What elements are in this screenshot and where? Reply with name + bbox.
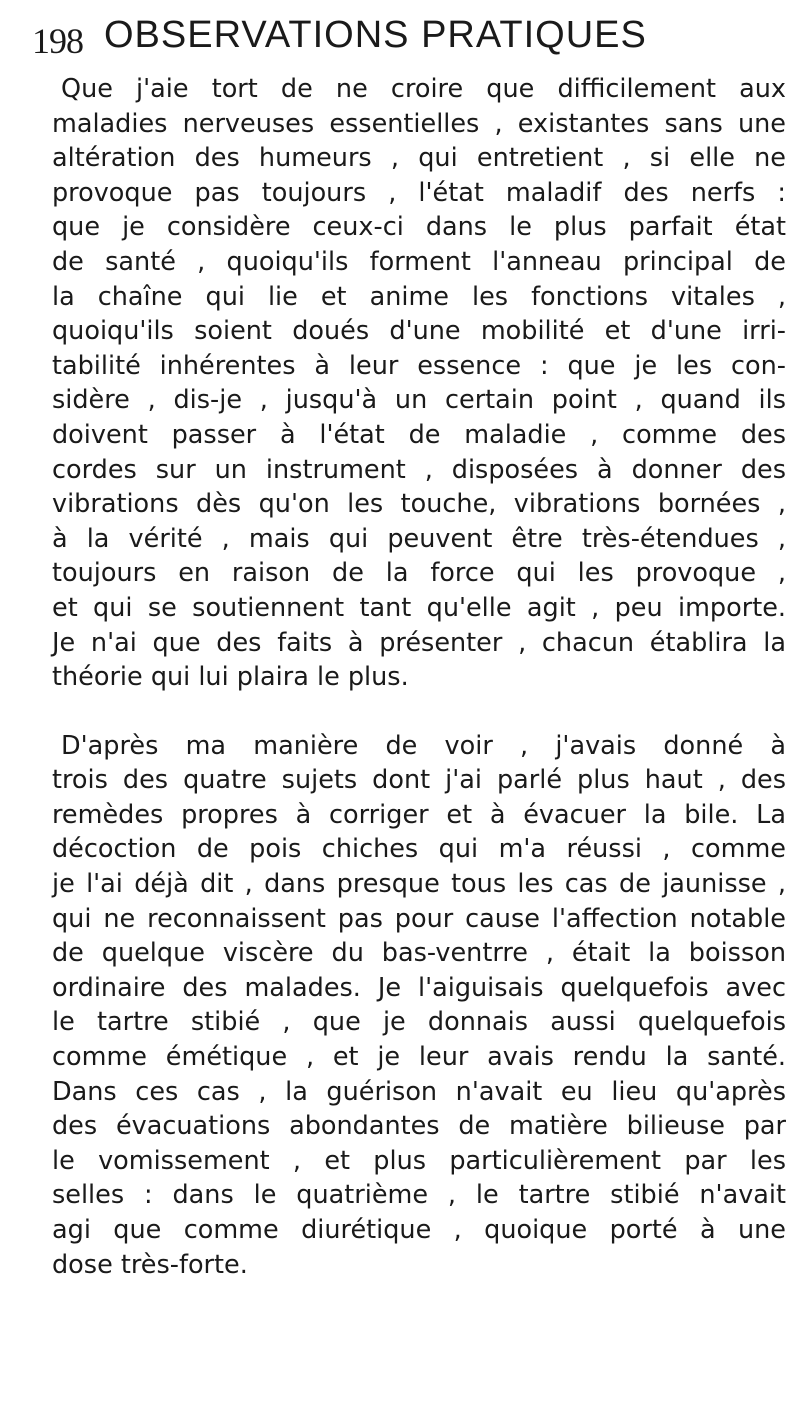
text-line: doivent passer à l'état de maladie , comme des xyxy=(52,419,786,450)
body-text xyxy=(52,72,786,1282)
text-line: le tartre stibié , que je donnais aussi quelquefois xyxy=(52,1007,786,1038)
text-line: je l'ai déjà dit , dans presque tous les cas de jaunisse , xyxy=(52,869,786,900)
text-line: que je considère ceux-ci dans le plus parfait état xyxy=(52,212,786,243)
running-title: OBSERVATIONS PRATIQUES xyxy=(104,14,647,56)
text-line: sidère , dis-je , jusqu'à un certain point , quand ils xyxy=(52,385,786,416)
text-line: cordes sur un instrument , disposées à donner des xyxy=(52,454,786,485)
paragraph-spacer xyxy=(52,695,786,729)
text-line: à la vérité , mais qui peuvent être très-étendues , xyxy=(52,523,786,554)
text-line: D'après ma manière de voir , j'avais donné à xyxy=(61,730,786,761)
text-line: de santé , quoiqu'ils forment l'anneau principal de xyxy=(52,246,786,277)
text-line: toujours en raison de la force qui les provoque , xyxy=(52,558,786,589)
text-line: comme émétique , et je leur avais rendu la santé. xyxy=(52,1042,786,1073)
running-header xyxy=(32,14,786,70)
text-line: agi que comme diurétique , quoique porté à une xyxy=(52,1215,786,1245)
text-line: maladies nerveuses essentielles , existantes sans une xyxy=(52,108,786,139)
text-line: Que j'aie tort de ne croire que difficilement aux xyxy=(61,74,786,104)
text-line: des évacuations abondantes de matière bilieuse par xyxy=(52,1111,786,1142)
text-line: ordinaire des malades. Je l'aiguisais quelquefois avec xyxy=(52,972,786,1003)
text-line: et qui se soutiennent tant qu'elle agit , peu importe. xyxy=(52,592,786,623)
text-line: Dans ces cas , la guérison n'avait eu lieu qu'après xyxy=(52,1076,786,1107)
text-line: trois des quatre sujets dont j'ai parlé plus haut , des xyxy=(52,765,786,796)
text-line: Je n'ai que des faits à présenter , chacun établira la xyxy=(52,627,786,658)
text-line: tabilité inhérentes à leur essence : que je les con- xyxy=(52,350,786,381)
text-line: décoction de pois chiches qui m'a réussi , comme xyxy=(52,834,786,865)
text-line: la chaîne qui lie et anime les fonctions vitales , xyxy=(52,281,786,312)
text-line: remèdes propres à corriger et à évacuer la bile. La xyxy=(52,799,786,830)
text-line: de quelque viscère du bas-ventrre , était la boisson xyxy=(52,938,786,969)
paragraph xyxy=(52,729,786,1283)
page-number: 198 xyxy=(32,21,83,61)
text-line: dose très-forte. xyxy=(52,1249,248,1280)
paragraph xyxy=(52,72,786,695)
text-line: quoiqu'ils soient doués d'une mobilité et d'une irri- xyxy=(52,316,786,347)
text-line: provoque pas toujours , l'état maladif des nerfs : xyxy=(52,177,786,208)
text-line: théorie qui lui plaira le plus. xyxy=(52,662,409,693)
text-line: le vomissement , et plus particulièrement par les xyxy=(52,1145,786,1176)
text-line: altération des humeurs , qui entretient , si elle ne xyxy=(52,143,786,174)
text-line: qui ne reconnaissent pas pour cause l'affection notable xyxy=(52,903,786,934)
text-line: vibrations dès qu'on les touche, vibrations bornées , xyxy=(52,489,786,520)
text-line: selles : dans le quatrième , le tartre stibié n'avait xyxy=(52,1180,786,1211)
